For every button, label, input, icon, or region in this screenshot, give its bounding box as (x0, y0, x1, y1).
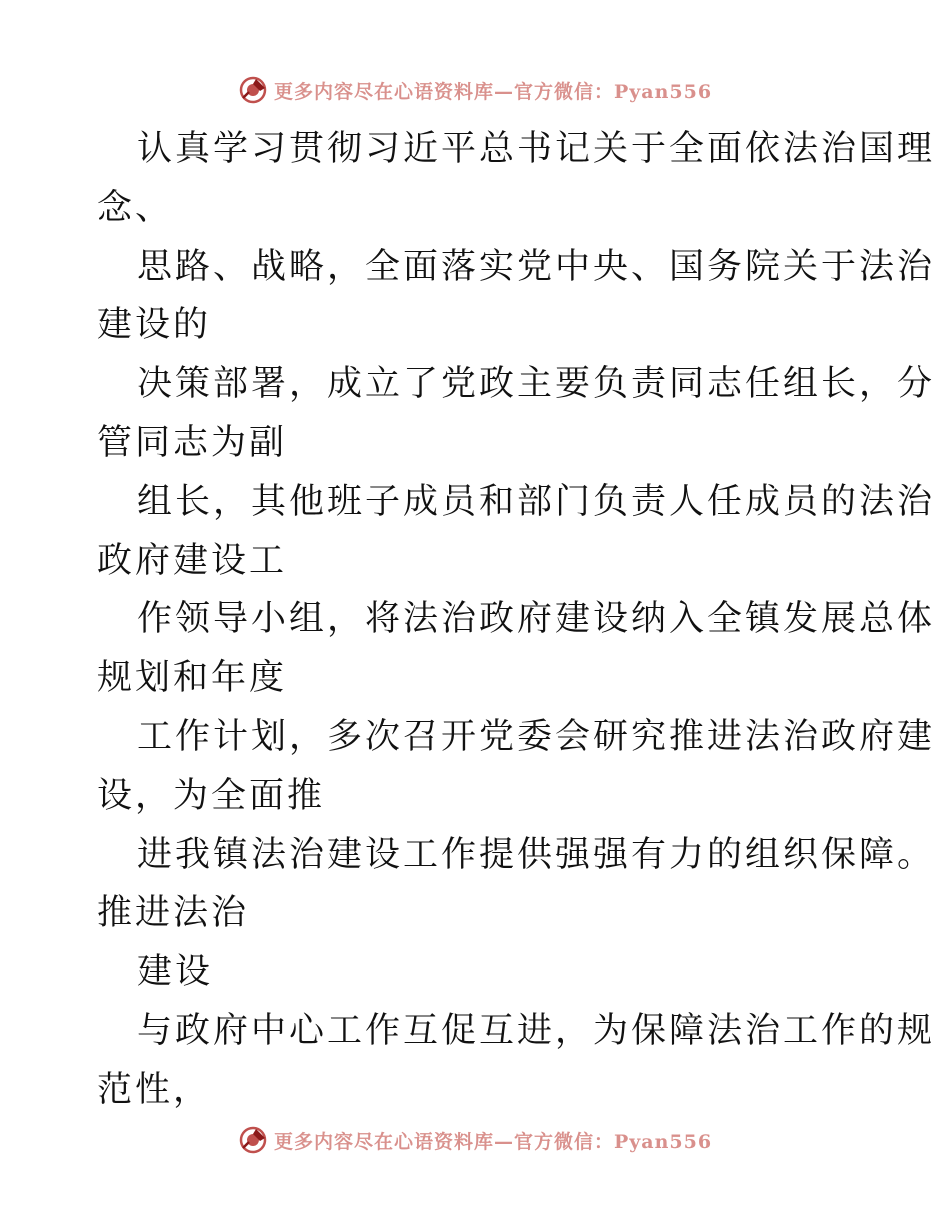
body-line: 工作计划，多次召开党委会研究推进法治政府建 (137, 716, 936, 757)
body-line: 规划和年度 (97, 658, 288, 699)
body-line: 设，为全面推 (97, 775, 326, 816)
body-line: 建设的 (97, 305, 212, 346)
header-banner (0, 70, 950, 110)
body-line: 决策部署，成立了党政主要负责同志任组长，分 (137, 364, 936, 405)
body-line: 政府建设工 (97, 540, 288, 581)
footer-banner (0, 1120, 950, 1160)
header-banner-text: 更多内容尽在心语资料库—官方微信：Pyan556 (273, 80, 713, 103)
body-line: 范性， (97, 1069, 212, 1110)
body-line: 认真学习贯彻习近平总书记关于全面依法治国理 (137, 129, 936, 169)
body-line: 与政府中心工作互促互进，为保障法治工作的规 (137, 1010, 936, 1051)
body-line: 思路、战略，全面落实党中央、国务院关于法治 (137, 246, 936, 287)
footer-banner-text: 更多内容尽在心语资料库—官方微信：Pyan556 (273, 1130, 713, 1153)
body-line: 作领导小组，将法治政府建设纳入全镇发展总体 (137, 599, 936, 640)
body-line: 进我镇法治建设工作提供强强有力的组织保障。 (137, 834, 936, 875)
pen-logo-icon (238, 75, 268, 105)
body-line: 管同志为副 (97, 422, 288, 463)
pen-logo-icon (238, 1125, 268, 1155)
body-line: 念、 (97, 187, 174, 228)
document-body (97, 120, 936, 1120)
body-line: 建设 (137, 952, 214, 993)
body-line: 推进法治 (97, 893, 250, 934)
body-line: 组长，其他班子成员和部门负责人任成员的法治 (137, 481, 936, 522)
